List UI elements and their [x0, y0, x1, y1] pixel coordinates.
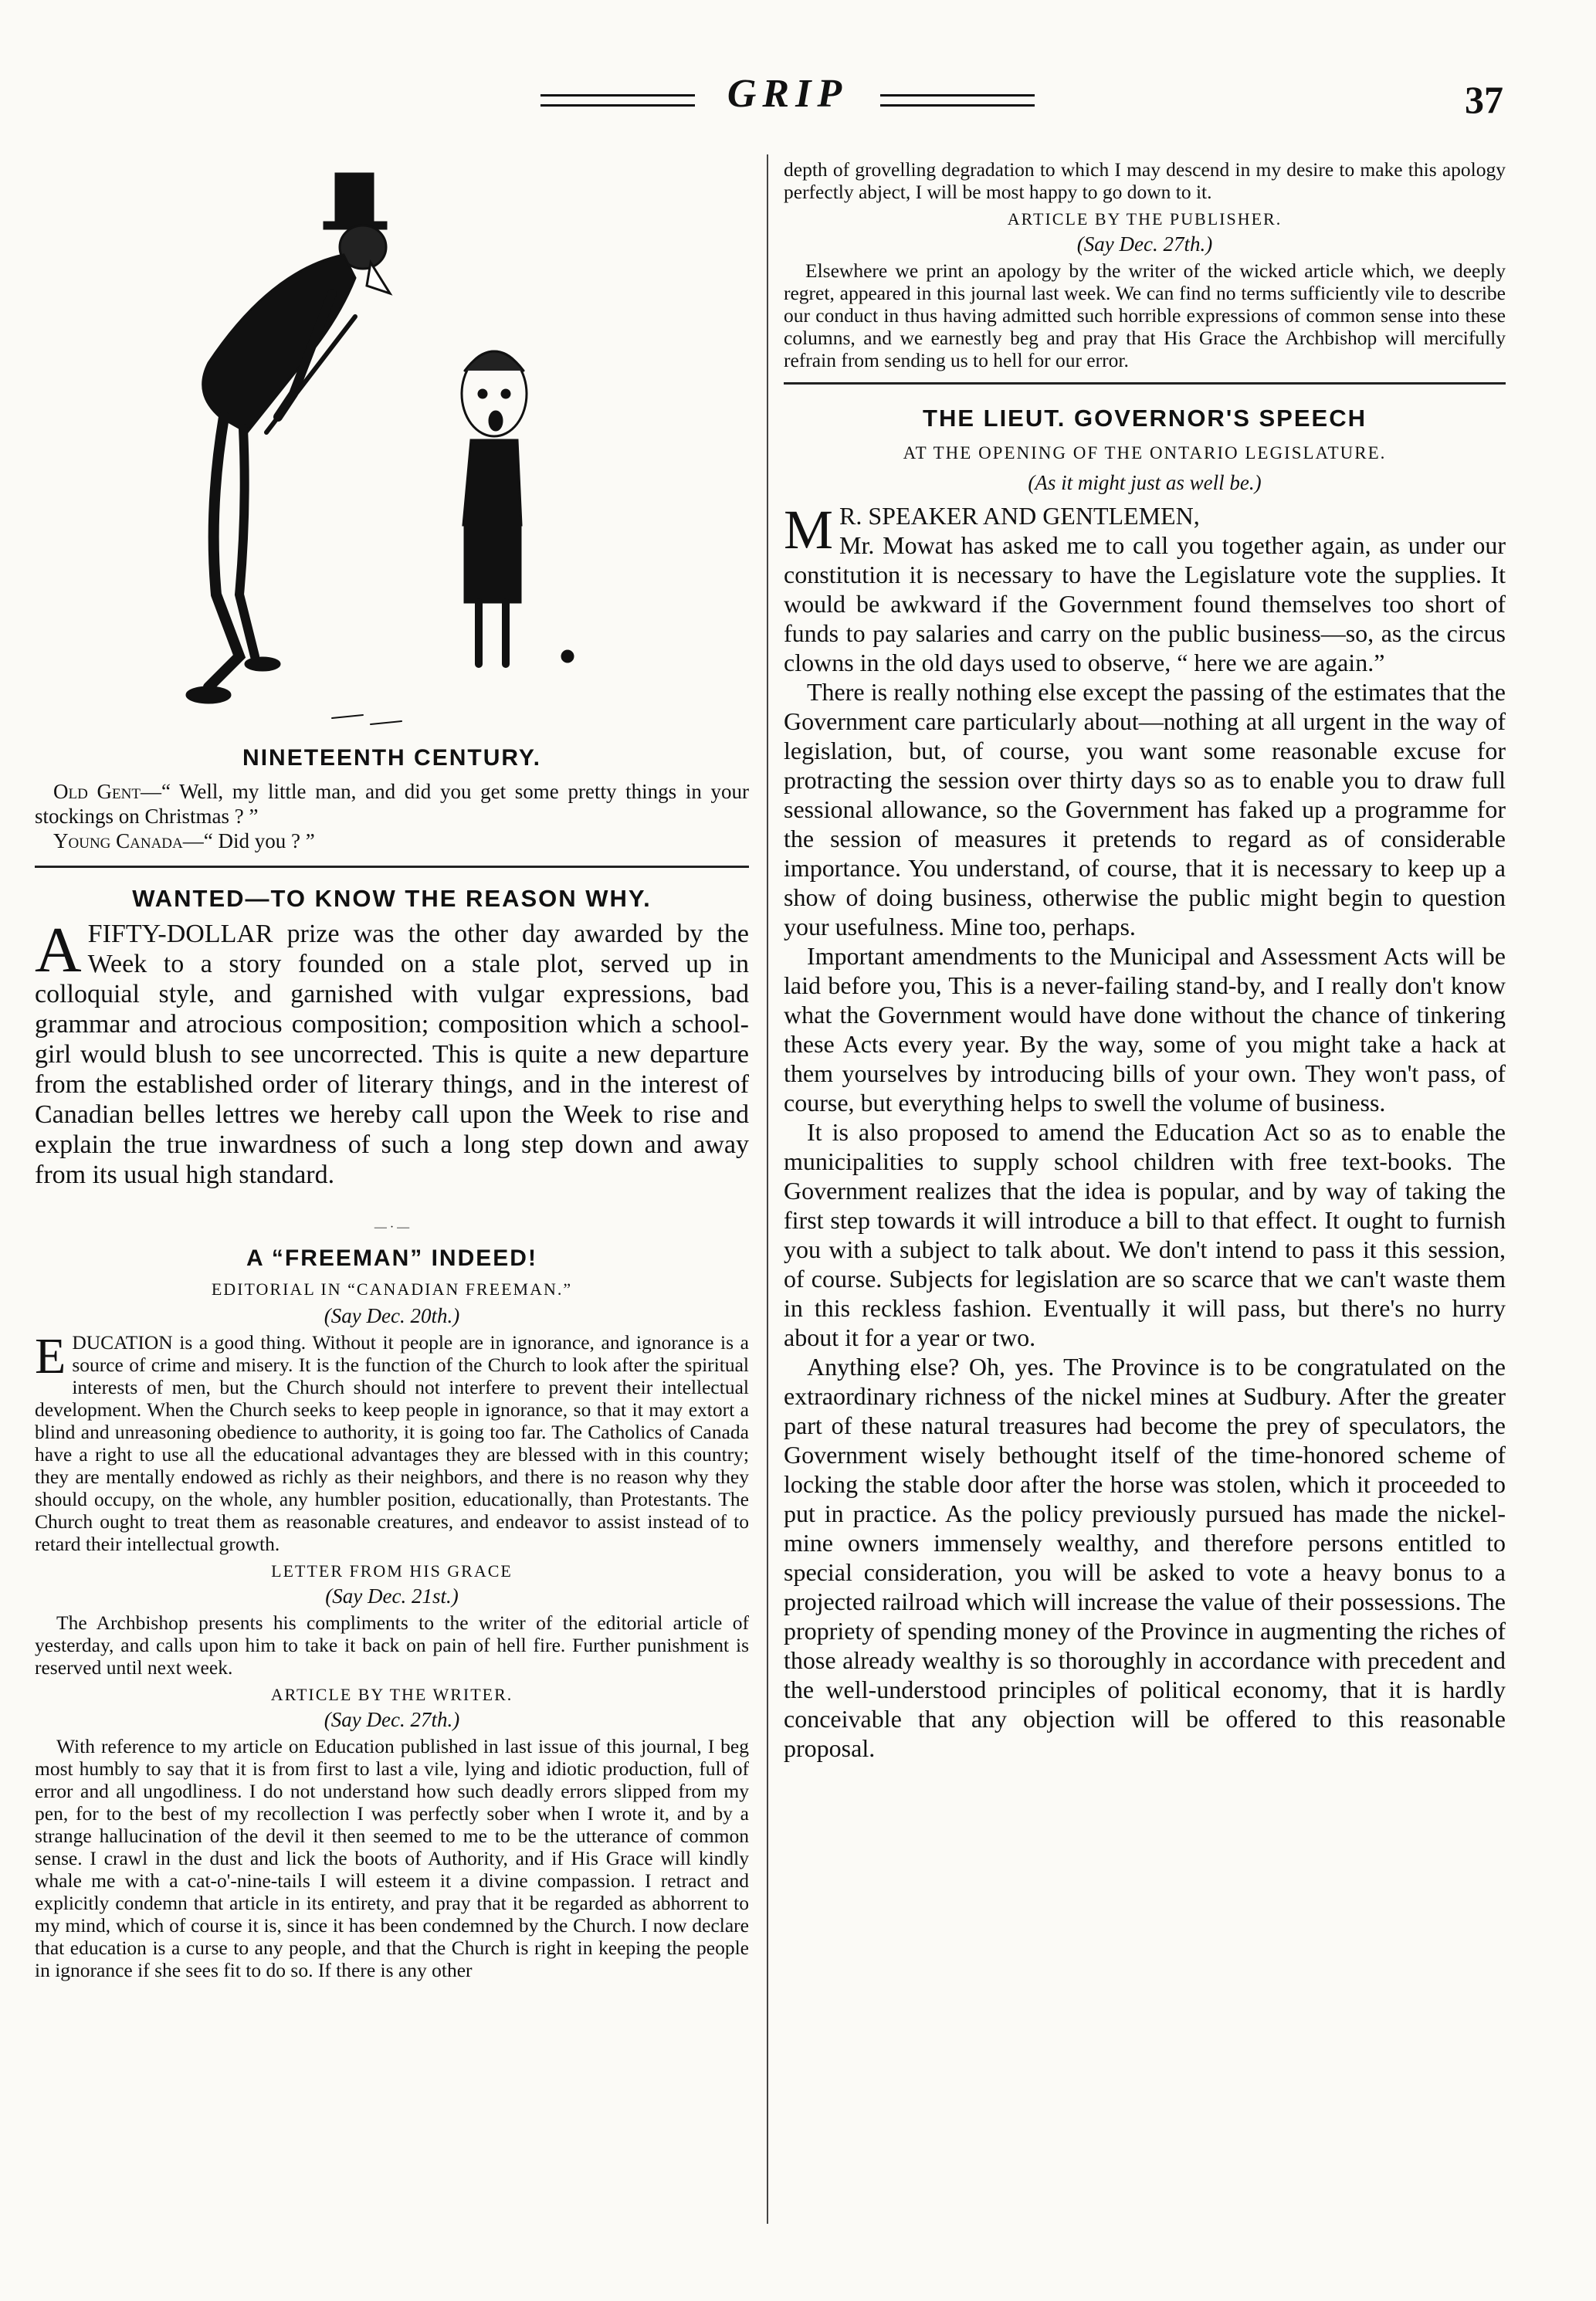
speech-paragraph: Anything else? Oh, yes. The Province is to be congratulated on the extraordinary richness of the nickel mines at Sudbury. After the greater part of these natural treasures had become the prey of speculators, the Government wisely bethought itself of the time-honored scheme of locking the stable door after the horse was stolen, which it proceeded to put in practice. As the policy previously pursued has made the nickel-mine owners immensely wealthy, and therefore persons entitled to special consideration, you will be asked to vote a heavy bonus to a projected railroad which will increase the value of their possessions. The propriety of spending money of the Province in augmenting the riches of those already wealthy is so thoroughly in accordance with precedent and the well-understood principles of political economy, that it is hardly conceivable that any objection will be offered to this reasonable proposal. [784, 1353, 1506, 1762]
masthead-title: GRIP [717, 72, 859, 116]
editorial-date: (Say Dec. 20th.) [324, 1304, 460, 1327]
publisher-label: ARTICLE BY THE PUBLISHER. [1007, 209, 1283, 229]
line2-text: —“ Did you ? ” [182, 829, 315, 852]
speaker-old-gent: Old Gent [53, 780, 141, 803]
editorial-text: DUCATION is a good thing. Without it people are in ignorance, and ignorance is a source of crime and misery. It is the function of the Church to look after the spiritual interests of men, but the Church should not interfere to prevent their intellectual development. When the Church seeks to keep people in ignorance, so that it may extort a blind and unreasoning obedience to authority, it is going too far. The Catholics of Canada have a right to use all the educational advantages they are blessed with in this country; they are mentally endowed as richly as their neighbors, and there is no reason why they should occupy, on the whole, any humbler position, educationally, than Protestants. The Church ought to treat them as reasonable creatures, and endeavor to assist instead of to retard their intellectual growth. [35, 1331, 749, 1555]
speech-paragraph: It is also proposed to amend the Education Act so as to enable the municipalities to supply school children with free text-books. The Government realizes that the idea is popular, and by way of taking the first step towards it will introduce a bill to that effect. It ought to furnish you with a subject to talk about. We don't intend to pass it this session, of course. Subjects for legislation are so scarce that we can't waste them in this reckless fashion. Eventually it will pass, but there's no hurry about it for a year or two. [784, 1118, 1506, 1351]
publisher-date: (Say Dec. 27th.) [1076, 232, 1213, 256]
wanted-heading: WANTED—TO KNOW THE REASON WHY. [132, 885, 652, 912]
salutation-text: R. SPEAKER AND GENTLEMEN, [839, 502, 1200, 530]
page-number: 37 [1465, 78, 1503, 121]
writer-body: With reference to my article on Education published in last issue of this journal, I beg most humbly to say that it is from first to last a vile, lying and idiotic production, full of error and all ungodliness. I do not understand how such deadly errors slipped from my pen, for to the best of my recollection I was perfectly sober when I wrote it, and by a strange hallucination of the devil it then seemed to me to be the utterance of common sense. I crawl in the dust and lick the boots of Authority, and if His Grace will kindly whale me with a cat-o'-nine-tails I will esteem it a divine compassion. I retract and explicitly condemn that article in its entirety, and pray that it be regarded as abhorrent to my mind, which of course it is, since it has been condemned by the Church. I now declare that education is a curse to any people, and that the Church is right in keeping the people in ignorance if she sees fit to do so. If there is any other [35, 1735, 749, 1981]
masthead-rule-left [540, 94, 695, 107]
cartoon-caption-title: NINETEENTH CENTURY. [242, 745, 541, 771]
continued-body: depth of grovelling degradation to which I may descend in my desire to make this apology perfectly abject, I will be most happy to go down to it. [784, 158, 1506, 203]
masthead [494, 71, 1081, 117]
line1-text: —“ Well, my little man, and did you get some pretty things in your stockings on Christmas ? ” [35, 780, 749, 828]
speech-subheading: AT THE OPENING OF THE ONTARIO LEGISLATURE. [903, 443, 1387, 463]
ornament-rule: — · — [374, 1221, 410, 1234]
letter-label: LETTER FROM HIS GRACE [271, 1561, 513, 1581]
wanted-text: FIFTY-DOLLAR prize was the other day awarded by the Week to a story founded on a stale plot, served up in colloquial style, and garnished with vulgar expressions, bad grammar and atrocious composition; composition which a school-girl would blush to see uncorrected. This is quite a new departure from the established order of literary things, and in the interest of Canadian belles lettres we hereby call upon the Week to rise and explain the true inwardness of such a long step down and away from its usual high standard. [35, 920, 749, 1189]
letter-date: (Say Dec. 21st.) [325, 1584, 459, 1608]
speech-salutation [784, 499, 1506, 561]
speech-divider [784, 382, 1506, 385]
wanted-dropcap: A [35, 914, 82, 986]
publisher-body: Elsewhere we print an apology by the writer of the wicked article which, we deeply regret, appeared in this journal last week. We can find no terms sufficiently vile to describe our conduct in thus having admitted such horrible expressions of common sense into these columns, and we earnestly beg and pray that His Grace the Archbishop will mercifully refrain from sending us to hell for our error. [784, 259, 1506, 371]
boy-body [463, 440, 521, 525]
cartoon-illustration [178, 162, 610, 734]
top-hat [336, 174, 373, 224]
writer-date: (Say Dec. 27th.) [324, 1708, 460, 1731]
section-divider [35, 866, 749, 868]
cartoon-caption-line1 [35, 779, 749, 829]
speech-paragraph: There is really nothing else except the passing of the estimates that the Government care particularly about—nothing at all urgent in the way of legislation, but, of course, you want some reasonable excuse for protracting the session over thirty days so as to enable you to draw full sessional allowance, so the Government has faked up a programme for the session of measures it pretends to regard as of considerable importance. You understand, of course, that it is necessary to keep up a show of doing business, otherwise the public might begin to question your usefulness. Mine too, perhaps. [784, 678, 1506, 940]
speaker-young-canada: Young Canada [53, 829, 183, 852]
speech-paragraph: Mr. Mowat has asked me to call you together again, as under our constitution it is necessary to have the Legislature vote the supplies. It would be awkward if the Government found themselves too short of funds to pay salaries and carry on the public business—so, as the circus clowns in the old days used to observe, “ here we are again.” [784, 531, 1506, 676]
editorial-dropcap: E [35, 1328, 66, 1384]
cartoon-caption-line2 [35, 829, 749, 853]
speech-paragraph: Important amendments to the Municipal and Assessment Acts will be laid before you, This is a never-failing stand-by, and I really don't know what the Government would have done without the chance of tinkering these Acts every year. By the way, some of you might take a hack at them yourselves by introducing bills of your own. They won't pass, of course, but everything helps to swell the volume of business. [784, 942, 1506, 1117]
speech-dropcap: M [784, 499, 834, 561]
wanted-body [35, 914, 749, 1190]
speech-heading: THE LIEUT. GOVERNOR'S SPEECH [923, 405, 1367, 432]
column-rule [767, 154, 768, 2224]
editorial-body [35, 1328, 749, 1555]
speech-note: (As it might just as well be.) [1028, 471, 1262, 494]
writer-label: ARTICLE BY THE WRITER. [270, 1685, 513, 1704]
masthead-rule-right [880, 94, 1035, 107]
freeman-heading: A “FREEMAN” INDEED! [246, 1245, 537, 1271]
editorial-label: EDITORIAL IN “CANADIAN FREEMAN.” [211, 1279, 573, 1299]
letter-body: The Archbishop presents his compliments to the writer of the editorial article of yesterday, and calls upon him to take it back on pain of hell fire. Further punishment is reserved until next week. [35, 1611, 749, 1679]
